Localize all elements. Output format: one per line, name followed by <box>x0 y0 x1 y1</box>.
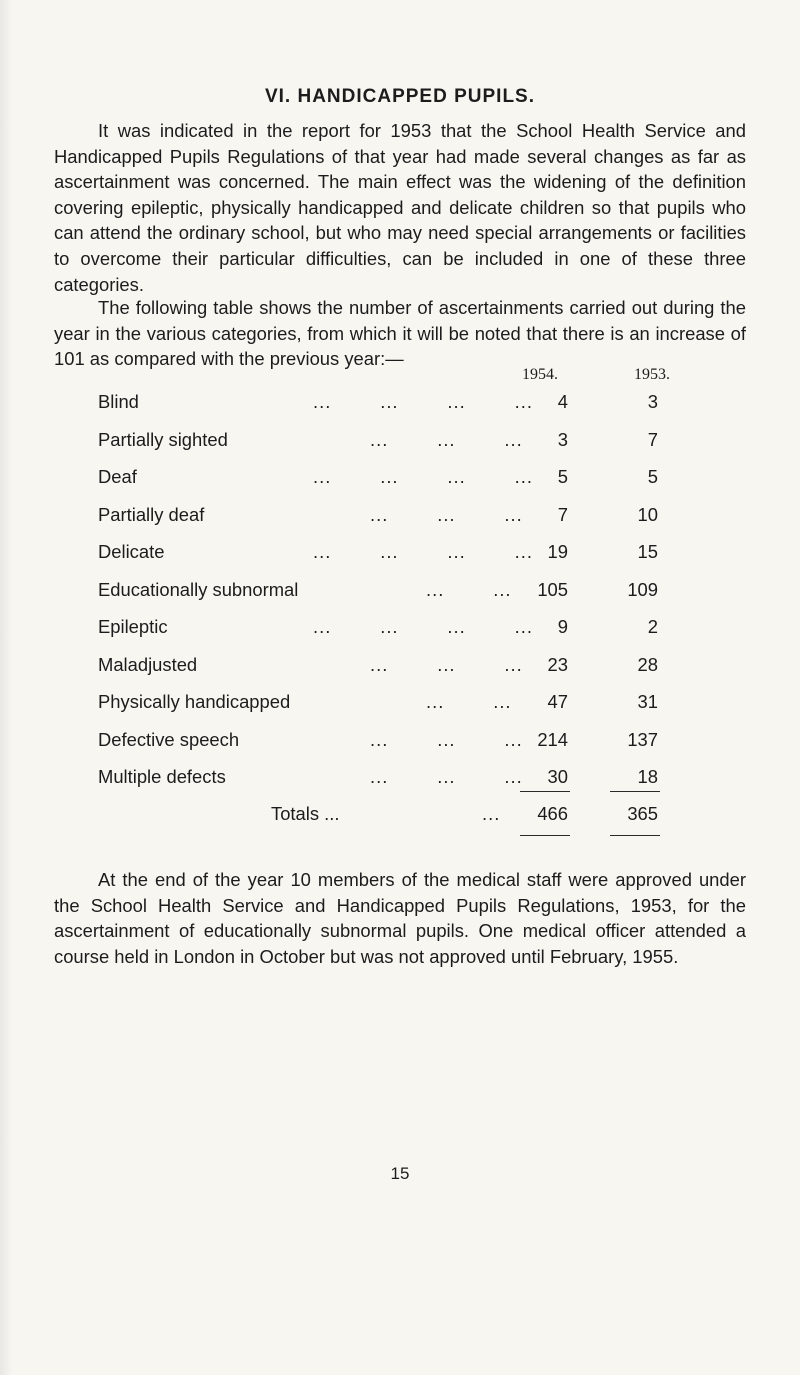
totals-label: Totals ... <box>271 803 340 824</box>
value-1954: 30 <box>547 766 568 787</box>
value-1954: 5 <box>557 466 568 487</box>
row-label: Maladjusted <box>98 654 198 675</box>
table-row-partially-sighted <box>0 429 800 455</box>
value-1954: 7 <box>557 504 568 525</box>
table-row-totals <box>0 803 800 829</box>
column-header-1954: 1954. <box>522 366 558 383</box>
leader-dots: ... ... ... <box>370 729 523 750</box>
table-row-physically-handicapped <box>0 691 800 717</box>
row-label: Blind <box>98 391 139 412</box>
closing-paragraph: At the end of the year 10 members of the medical staff were approved under the School Health Service and Handicapped Pupils Regulations, 1953, for the ascertainment of educationally subnormal pupils. One medical officer attended a course held in London in October but was not approved until February, 1955. <box>54 869 746 967</box>
table-row-blind <box>0 391 800 417</box>
leader-dots: ... ... ... ... <box>313 616 533 637</box>
value-1953: 15 <box>637 541 658 562</box>
value-1954: 23 <box>547 654 568 675</box>
value-1954: 3 <box>557 429 568 450</box>
table-row-delicate <box>0 541 800 567</box>
row-label: Multiple defects <box>98 766 226 787</box>
column-header-1953: 1953. <box>634 366 670 383</box>
value-1953: 2 <box>647 616 658 637</box>
row-label: Defective speech <box>98 729 240 750</box>
value-1954: 4 <box>557 391 568 412</box>
sum-rule-1953 <box>610 791 660 792</box>
value-1954: 19 <box>547 541 568 562</box>
leader-dots: ... ... ... ... <box>313 391 533 412</box>
value-1954: 105 <box>537 579 568 600</box>
value-1953: 10 <box>637 504 658 525</box>
value-1953: 31 <box>637 691 658 712</box>
leader-dots: ... <box>482 803 501 824</box>
table-row-educationally-subnormal <box>0 579 800 605</box>
table-row-defective-speech <box>0 729 800 755</box>
row-label: Deaf <box>98 466 137 487</box>
leader-dots: ... ... ... <box>370 654 523 675</box>
page-number: 15 <box>390 1164 410 1183</box>
value-1953: 7 <box>647 429 658 450</box>
leader-dots: ... ... ... ... <box>313 466 533 487</box>
leader-dots: ... ... <box>426 579 512 600</box>
total-1954: 466 <box>537 803 568 824</box>
table-row-epileptic <box>0 616 800 642</box>
table-row-partially-deaf <box>0 504 800 530</box>
table-row-maladjusted <box>0 654 800 680</box>
table-row-deaf <box>0 466 800 492</box>
sum-rule-1954 <box>520 791 570 792</box>
value-1954: 47 <box>547 691 568 712</box>
value-1954: 214 <box>537 729 568 750</box>
value-1953: 3 <box>647 391 658 412</box>
value-1953: 109 <box>627 579 658 600</box>
total-rule-1954 <box>520 835 570 836</box>
row-label: Educationally subnormal <box>98 579 299 600</box>
leader-dots: ... ... ... <box>370 504 523 525</box>
row-label: Partially sighted <box>98 429 228 450</box>
value-1954: 9 <box>557 616 568 637</box>
leader-dots: ... ... ... <box>370 429 523 450</box>
row-label: Physically handicapped <box>98 691 291 712</box>
table-row-multiple-defects <box>0 766 800 792</box>
leader-dots: ... ... <box>426 691 512 712</box>
row-label: Epileptic <box>98 616 168 637</box>
intro-paragraph: It was indicated in the report for 1953 that the School Health Service and Handicapped Pupils Regulations of that year had made several changes as far as ascertainment was concerned. The main effect was the widening of the definition covering epileptic, physically handicapped and delicate children so that pupils who can attend the ordinary school, but who may need special arrangements or facilities to overcome their particular difficulties, can be included in one of these three categories. <box>54 120 746 295</box>
leader-dots: ... ... ... ... <box>313 541 533 562</box>
total-1953: 365 <box>627 803 658 824</box>
table-intro-paragraph: The following table shows the number of ascertainments carried out during the year in the various categories, from which it will be noted that there is an increase of 101 as compared with the previous year:— <box>54 297 746 370</box>
total-rule-1953 <box>610 835 660 836</box>
leader-dots: ... ... ... <box>370 766 523 787</box>
row-label: Partially deaf <box>98 504 205 525</box>
value-1953: 5 <box>647 466 658 487</box>
section-heading: VI. HANDICAPPED PUPILS. <box>264 86 536 107</box>
row-label: Delicate <box>98 541 165 562</box>
value-1953: 137 <box>627 729 658 750</box>
value-1953: 28 <box>637 654 658 675</box>
value-1953: 18 <box>637 766 658 787</box>
